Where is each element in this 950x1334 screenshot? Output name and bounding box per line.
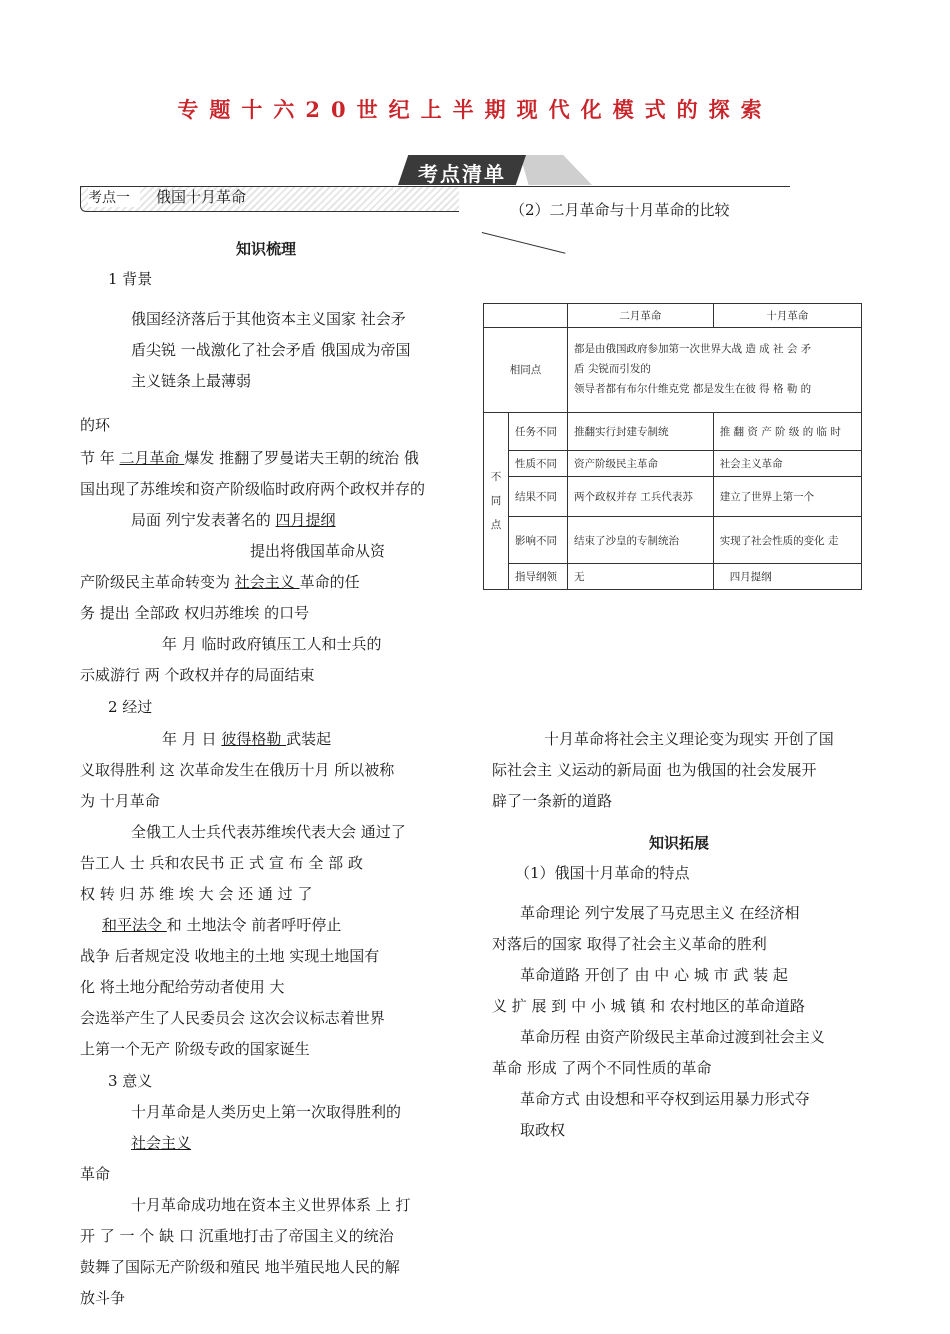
text-line: 义取得胜利 这 次革命发生在俄历十月 所以被称 (80, 761, 395, 779)
col-header-feb: 二月革命 (568, 304, 714, 328)
text-line: 主义链条上最薄弱 (131, 372, 252, 390)
row-label: 结果不同 (509, 477, 568, 517)
text-line: 革命历程 由资产阶级民主革命过渡到社会主义 (520, 1028, 825, 1046)
cell-oct: 社会主义革命 (713, 451, 861, 477)
text-line: 权 转 归 苏 维 埃 大 会 还 通 过 了 (80, 885, 313, 903)
text-line: 鼓舞了国际无产阶级和殖民 地半殖民地人民的解 (80, 1258, 400, 1276)
cell-oct: 实现了社会性质的变化 走 (713, 517, 861, 563)
extension-heading: 知识拓展 (649, 834, 710, 852)
section-1-title: 1 背景 (108, 270, 153, 288)
cell-oct: 推 翻 资 产 阶 级 的 临 时 (713, 412, 861, 450)
text-line: 国出现了苏维埃和资产阶级临时政府两个政权并存的 (80, 480, 426, 498)
banner-shadow (520, 155, 592, 185)
cell-feb: 结束了沙皇的专制统治 (568, 517, 714, 563)
kaodian-title: 俄国十月革命 (156, 188, 247, 206)
compare-title: （2）二月革命与十月革命的比较 (510, 201, 730, 219)
same-label: 相同点 (484, 328, 568, 413)
diagonal-rule (482, 232, 566, 254)
text-line: 开 了 一 个 缺 口 沉重地打击了帝国主义的统治 (80, 1227, 394, 1245)
text-line: 俄国经济落后于其他资本主义国家 社会矛 (131, 310, 406, 328)
blank-answer: 四月提纲 (275, 511, 336, 529)
text-line: 革命 形成 了两个不同性质的革命 (492, 1059, 712, 1077)
blank-answer: 社会主义 (234, 573, 300, 591)
text-line: 革命理论 列宁发展了马克思主义 在经济相 (520, 904, 800, 922)
row-label: 指导纲领 (509, 563, 568, 589)
text-line: 年 月 日 彼得格勒 武装起 (162, 730, 332, 748)
row-label: 性质不同 (509, 451, 568, 477)
text-line: 化 将土地分配给劳动者使用 大 (80, 978, 285, 996)
col-header-oct: 十月革命 (713, 304, 861, 328)
text-line: 十月革命将社会主义理论变为现实 开创了国 (544, 730, 834, 748)
text-line: 全俄工人士兵代表苏维埃代表大会 通过了 (131, 823, 406, 841)
section-3-title: 3 意义 (108, 1072, 153, 1090)
cell-feb: 资产阶级民主革命 (568, 451, 714, 477)
text-line: 示威游行 两 个政权并存的局面结束 (80, 666, 315, 684)
text-line: 会选举产生了人民委员会 这次会议标志着世界 (80, 1009, 385, 1027)
text-line: 取政权 (520, 1121, 566, 1139)
text-line: 放斗争 (80, 1289, 126, 1307)
row-label: 影响不同 (509, 517, 568, 563)
text-line: 革命 (80, 1165, 111, 1183)
text-line: 产阶级民主革命转变为 社会主义 革命的任 (80, 573, 360, 591)
banner-title: 考点清单 (418, 162, 506, 186)
text-line: 辟了一条新的道路 (492, 792, 613, 810)
text-line: 年 月 临时政府镇压工人和士兵的 (162, 635, 382, 653)
table-corner (484, 304, 568, 328)
text-line: 十月革命是人类历史上第一次取得胜利的 (131, 1103, 402, 1121)
cell-feb: 两个政权并存 工兵代表苏 (568, 477, 714, 517)
kaodian-label: 考点一 (88, 187, 140, 207)
extension-subtitle: （1）俄国十月革命的特点 (515, 864, 690, 882)
blank-answer: 社会主义 (131, 1134, 192, 1152)
text-line: 革命道路 开创了 由 中 心 城 市 武 装 起 (520, 966, 788, 984)
text-line: 告工人 士 兵和农民书 正 式 宣 布 全 部 政 (80, 854, 363, 872)
comparison-table (483, 303, 862, 590)
knowledge-heading: 知识梳理 (236, 240, 297, 258)
text-line: 的环 (80, 416, 111, 434)
cell-feb: 推翻实行封建专制统 (568, 412, 714, 450)
page-title: 专题十六20世纪上半期现代化模式的探索 (177, 97, 773, 122)
text-line: 义 扩 展 到 中 小 城 镇 和 农村地区的革命道路 (492, 997, 805, 1015)
text-line: 战争 后者规定没 收地主的土地 实现土地国有 (80, 947, 380, 965)
blank-answer: 彼得格勒 (221, 730, 287, 748)
cell-oct: 建立了世界上第一个 (713, 477, 861, 517)
diff-label: 不 同 点 (484, 412, 509, 589)
blank-answer: 和平法令 (102, 916, 167, 934)
text-line: 革命方式 由设想和平夺权到运用暴力形式夺 (520, 1090, 810, 1108)
text-line: 为 十月革命 (80, 792, 160, 810)
text-line: 十月革命成功地在资本主义世界体系 上 打 (131, 1196, 411, 1214)
cell-feb: 无 (568, 563, 714, 589)
same-cell: 都是由俄国政府参加第一次世界大战 造 成 社 会 矛 盾 尖锐而引发的 领导者都有布尔什维克党 都是发生在彼 得 格 勒 的 (568, 328, 862, 413)
section-2-title: 2 经过 (108, 698, 153, 716)
cell-oct: 四月提纲 (713, 563, 861, 589)
text-line: 提出将俄国革命从资 (250, 542, 386, 560)
text-line: 上第一个无产 阶级专政的国家诞生 (80, 1040, 310, 1058)
text-line: 局面 列宁发表著名的 四月提纲 (131, 511, 336, 529)
row-label: 任务不同 (509, 412, 568, 450)
text-line: 务 提出 全部政 权归苏维埃 的口号 (80, 604, 310, 622)
text-line: 际社会主 义运动的新局面 也为俄国的社会发展开 (492, 761, 817, 779)
text-line: 盾尖锐 一战激化了社会矛盾 俄国成为帝国 (131, 341, 411, 359)
blank-answer: 二月革命 (119, 449, 185, 467)
text-line: 对落后的国家 取得了社会主义革命的胜利 (492, 935, 767, 953)
text-line: 节 年 二月革命 爆发 推翻了罗曼诺夫王朝的统治 俄 (80, 449, 419, 467)
text-line: 和平法令 和 土地法令 前者呼吁停止 (102, 916, 342, 934)
